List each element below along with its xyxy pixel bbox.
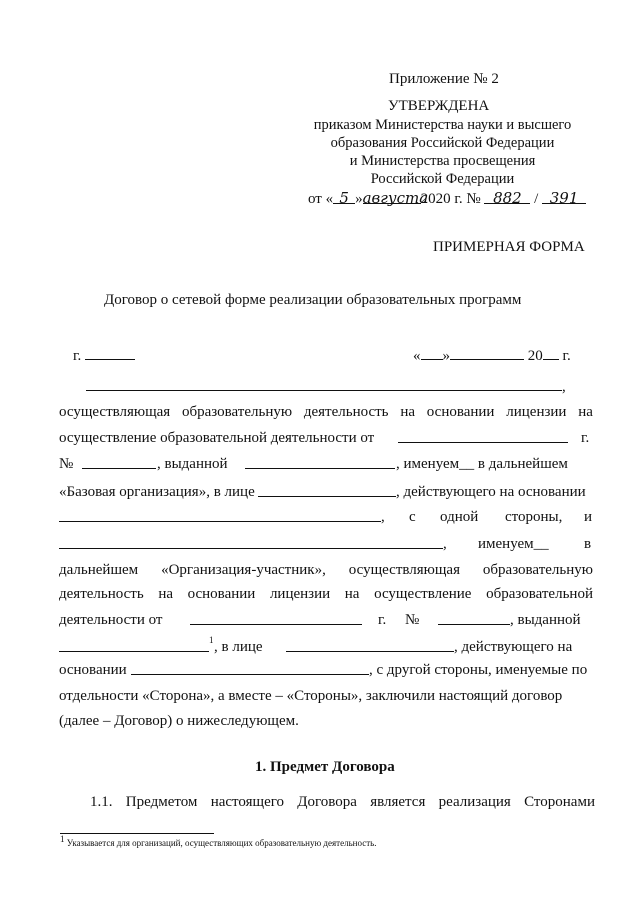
word: на [578, 404, 593, 420]
participant-license-date-blank [190, 624, 362, 625]
body-text: , действующего на основании [396, 484, 586, 500]
body-text: деятельности от [59, 612, 163, 628]
license-issuer-blank [245, 468, 395, 469]
city-prefix: г. [73, 348, 82, 364]
word: реализация [438, 794, 511, 810]
order-number-sep: / [534, 191, 539, 207]
footnote-mark: 1 [60, 834, 65, 844]
participant-issuer-blank [59, 651, 209, 652]
body-text: № [405, 612, 420, 628]
word: с [409, 509, 416, 525]
participant-representative-blank [286, 651, 454, 652]
body-text: «Базовая организация», в лице [59, 484, 255, 500]
comma: , [562, 379, 566, 395]
body-text: , [443, 536, 447, 552]
word: является [370, 794, 426, 810]
word: 1.1. [90, 794, 113, 810]
representative-blank [258, 496, 396, 497]
order-date-line [308, 189, 586, 208]
word: лицензии [269, 586, 331, 602]
word: основании [187, 586, 256, 602]
word: именуем__ [478, 536, 549, 552]
word: «Организация-участник», [161, 562, 326, 578]
year-blank [543, 345, 559, 360]
approved-label: УТВЕРЖДЕНА [388, 98, 490, 114]
date-year: 2020 г. № [420, 191, 481, 207]
body-line [59, 561, 593, 579]
section-heading: 1. Предмет Договора [255, 759, 395, 775]
contract-date-field [413, 345, 571, 365]
date-mid: » [355, 191, 363, 207]
order-line: приказом Министерства науки и высшего [313, 117, 572, 133]
word: дальнейшем [59, 562, 139, 578]
word: лицензии [506, 404, 567, 420]
month-blank [450, 345, 524, 360]
word: на [400, 404, 415, 420]
body-line [59, 585, 593, 603]
order-number-2: 391 [542, 189, 586, 204]
year-suffix: г. [562, 348, 571, 364]
form-type-label: ПРИМЕРНАЯ ФОРМА [433, 239, 585, 255]
footnote-ref: 1 [209, 635, 214, 645]
body-text: , именуем__ в дальнейшем [396, 456, 568, 472]
word: одной [440, 509, 479, 525]
footnote-divider [60, 833, 214, 834]
word: в [584, 536, 592, 552]
body-text: г. [378, 612, 387, 628]
body-text: г. [581, 430, 590, 446]
word: деятельность [59, 586, 144, 602]
order-line: Российской Федерации [370, 171, 515, 187]
license-number-blank [82, 468, 156, 469]
order-block [300, 116, 585, 188]
word: основании [426, 404, 495, 420]
word: Договора [297, 794, 357, 810]
date-month: августа [362, 189, 429, 207]
word: на [344, 586, 360, 602]
footnote-text: Указывается для организаций, осуществляющих образовательную деятельность. [66, 838, 377, 848]
body-text: , [381, 509, 385, 525]
body-text: (далее – Договор) о нижеследующем. [59, 713, 299, 729]
date-prefix: от « [308, 191, 334, 207]
order-line: и Министерства просвещения [349, 153, 536, 169]
order-number-1: 882 [484, 189, 530, 204]
date-open: « [413, 348, 421, 364]
body-text: , в лице [214, 639, 263, 655]
year-prefix: 20 [527, 348, 543, 364]
body-text: , действующего на [454, 639, 573, 655]
footnote [60, 834, 377, 849]
appendix-label: Приложение № 2 [389, 71, 499, 87]
participant-license-number-blank [438, 624, 510, 625]
word: осуществление [374, 586, 472, 602]
word: настоящего [210, 794, 285, 810]
participant-name-blank [59, 548, 443, 549]
participant-basis-blank [131, 674, 369, 675]
body-text: , выданной [157, 456, 228, 472]
word: осуществляющая [59, 404, 171, 420]
body-text: , с другой стороны, именуемые по [369, 662, 588, 678]
org-name-blank [86, 390, 562, 391]
date-day: 5 [333, 189, 355, 204]
word: деятельность [303, 404, 389, 420]
day-blank [421, 345, 443, 360]
word: образовательной [486, 586, 593, 602]
word: Сторонами [524, 794, 595, 810]
date-close: » [442, 348, 450, 364]
body-text: осуществление образовательной деятельности от [59, 430, 375, 446]
city-field [73, 345, 135, 365]
body-text: основании [59, 662, 127, 678]
contract-title: Договор о сетевой форме реализации образовательных программ [104, 292, 522, 308]
section-paragraph [90, 793, 595, 811]
body-line [59, 403, 593, 421]
word: образовательную [482, 562, 593, 578]
word: осуществляющая [348, 562, 460, 578]
basis-blank [59, 521, 381, 522]
body-text: , выданной [510, 612, 581, 628]
word: стороны, [505, 509, 563, 525]
word: образовательную [182, 404, 293, 420]
word: Предметом [125, 794, 198, 810]
word: на [158, 586, 173, 602]
body-text: № [59, 456, 74, 472]
city-blank [85, 345, 135, 360]
license-date-blank [398, 442, 568, 443]
order-line: образования Российской Федерации [330, 135, 555, 151]
body-text: отдельности «Сторона», а вместе – «Стороны», заключили настоящий договор [59, 688, 563, 704]
word: и [584, 509, 593, 525]
